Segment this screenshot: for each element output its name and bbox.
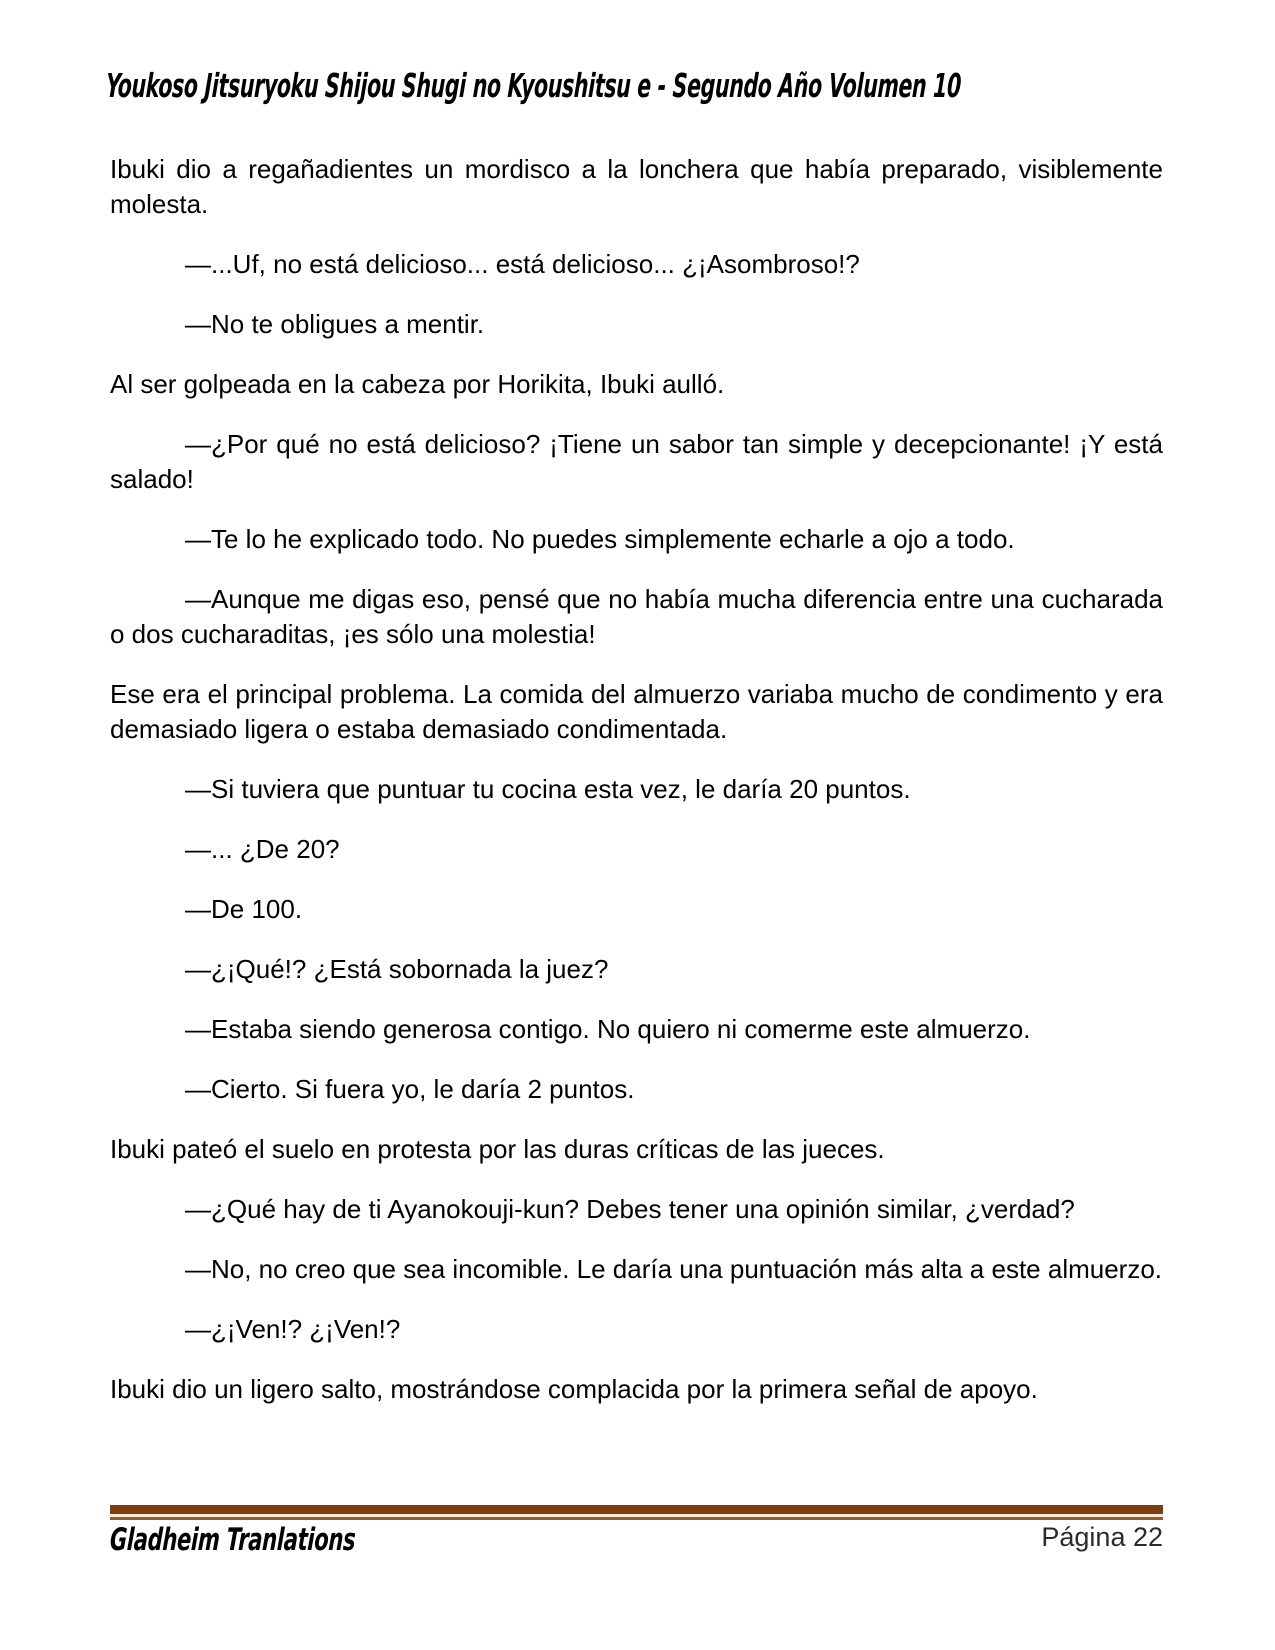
paragraph: Ibuki dio a regañadientes un mordisco a la lonchera que había preparado, visiblemente molesta. (110, 154, 1163, 219)
paragraph: —Si tuviera que puntuar tu cocina esta vez, le daría 20 puntos. (185, 774, 911, 804)
footer-divider-thick-line (110, 1505, 1163, 1514)
page-header (106, 66, 1166, 105)
paragraph: —¿Qué hay de ti Ayanokouji-kun? Debes tener una opinión similar, ¿verdad? (185, 1194, 1075, 1224)
paragraph: —... ¿De 20? (185, 834, 340, 864)
paragraph: —Estaba siendo generosa contigo. No quiero ni comerme este almuerzo. (185, 1014, 1031, 1044)
header-title: Youkoso Jitsuryoku Shijou Shugi no Kyoushitsu e - Segundo Año Volumen 10 (105, 66, 962, 105)
footer-translator-name: Gladheim Tranlations (109, 1522, 357, 1558)
footer-divider-thin-line (110, 1517, 1163, 1520)
footer-page-number: Página 22 (1041, 1522, 1163, 1552)
paragraph: —...Uf, no está delicioso... está delicioso... ¿¡Asombroso!? (185, 249, 860, 279)
paragraph: —¿¡Ven!? ¿¡Ven!? (185, 1314, 401, 1344)
paragraph: Al ser golpeada en la cabeza por Horikita, Ibuki aulló. (110, 369, 725, 399)
footer-divider (110, 1505, 1163, 1520)
paragraph: Ese era el principal problema. La comida del almuerzo variaba mucho de condimento y era demasiado ligera o estaba demasiado condimentada. (110, 679, 1163, 744)
paragraph: Ibuki pateó el suelo en protesta por las duras críticas de las jueces. (110, 1134, 885, 1164)
paragraph: —De 100. (185, 894, 303, 924)
paragraph: —Aunque me digas eso, pensé que no había mucha diferencia entre una cucharada o dos cucharaditas, ¡es sólo una molestia! (110, 584, 1163, 649)
paragraph: —Cierto. Si fuera yo, le daría 2 puntos. (185, 1074, 635, 1104)
paragraph: —No, no creo que sea incomible. Le daría una puntuación más alta a este almuerzo. (185, 1254, 1163, 1284)
paragraph: Ibuki dio un ligero salto, mostrándose complacida por la primera señal de apoyo. (110, 1374, 1038, 1404)
paragraph: —No te obligues a mentir. (185, 309, 485, 339)
paragraph: —Te lo he explicado todo. No puedes simplemente echarle a ojo a todo. (185, 524, 1015, 554)
body-text (110, 152, 1163, 1432)
paragraph: —¿Por qué no está delicioso? ¡Tiene un sabor tan simple y decepcionante! ¡Y está salado! (110, 429, 1163, 494)
paragraph: —¿¡Qué!? ¿Está sobornada la juez? (185, 954, 609, 984)
page-footer (110, 1522, 1163, 1558)
